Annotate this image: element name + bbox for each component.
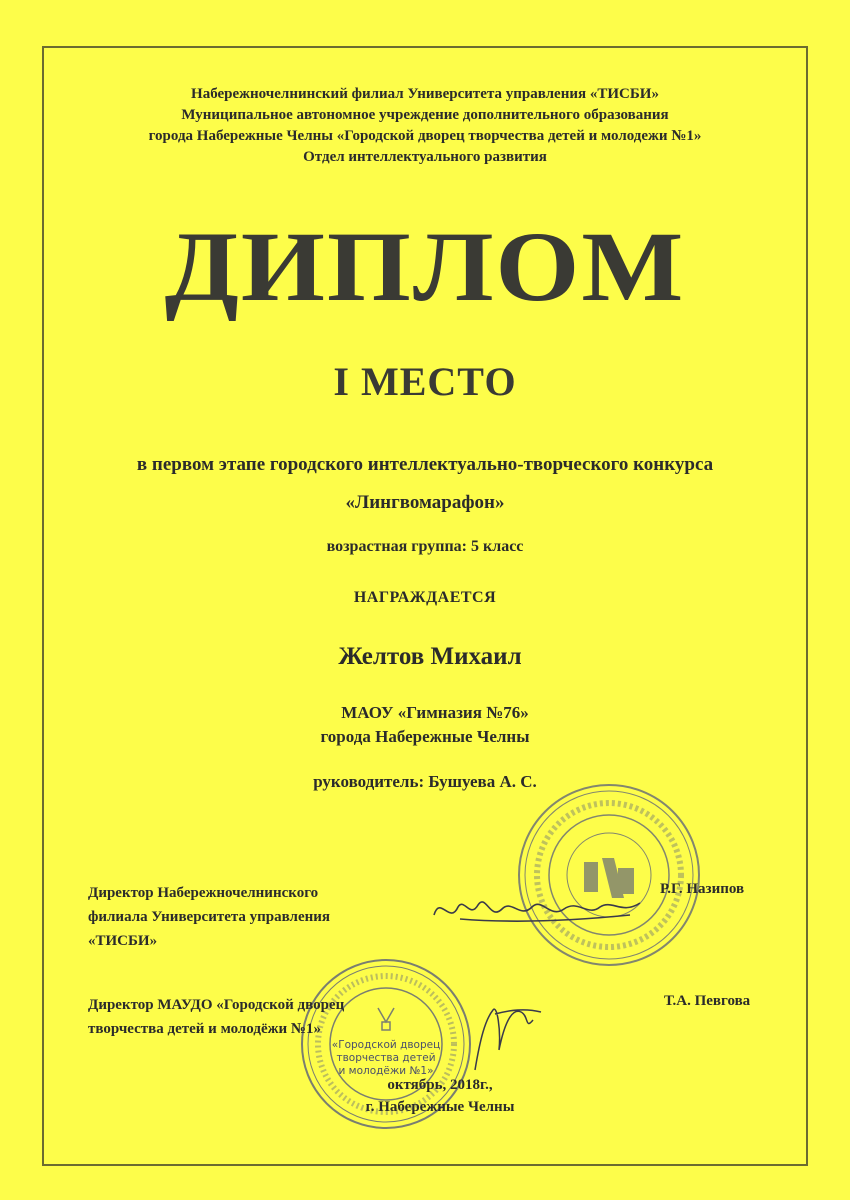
stamp2-text-line: творчества детей	[336, 1052, 436, 1064]
awarded-label: НАГРАЖДАЕТСЯ	[353, 589, 497, 606]
age-group: возрастная группа: 5 класс	[326, 538, 524, 555]
director1-name: Р.Г. Назипов	[660, 881, 745, 897]
director1-title-line: Директор Набережночелнинского	[88, 885, 319, 901]
supervisor: руководитель: Бушуева А. С.	[313, 772, 537, 791]
header-line: Муниципальное автономное учреждение дополнительного образования	[181, 107, 669, 123]
diploma-title: ДИПЛОМ	[164, 212, 686, 323]
contest-description	[0, 446, 850, 522]
tisbi-seal-stamp	[514, 780, 704, 970]
director2-title	[88, 993, 344, 1041]
contest-name: «Лингвомарафон»	[345, 492, 505, 513]
contest-line: в первом этапе городского интеллектуально-творческого конкурса	[136, 454, 714, 475]
director2-signature	[455, 990, 545, 1080]
school-name: МАОУ «Гимназия №76»	[341, 703, 529, 722]
school-info	[0, 701, 850, 749]
place-label: I МЕСТО	[333, 359, 517, 404]
school-city: города Набережные Челны	[320, 727, 530, 746]
recipient-name: Желтов Михаил	[338, 643, 522, 670]
director1-title-line: «ТИСБИ»	[88, 933, 158, 949]
header-line: города Набережные Челны «Городской дворец творчества детей и молодежи №1»	[148, 128, 702, 144]
director2-title-line: творчества детей и молодёжи №1»	[88, 1021, 321, 1037]
header-line: Отдел интеллектуального развития	[303, 149, 547, 165]
director1-signature	[430, 885, 650, 935]
issue-city: г. Набережные Челны	[365, 1099, 515, 1115]
stamp2-text-line: и молодёжи №1»	[338, 1065, 434, 1077]
director2-name: Т.А. Певгова	[664, 993, 751, 1009]
issue-date: октябрь, 2018г.,	[387, 1077, 493, 1093]
issue-date-place	[0, 1074, 850, 1118]
issuer-header	[0, 84, 850, 168]
director1-title-line: филиала Университета управления	[88, 909, 331, 925]
director1-title	[88, 881, 330, 953]
header-line: Набережночелнинский филиал Университета управления «ТИСБИ»	[191, 86, 659, 102]
stamp2-text-line: «Городской дворец	[331, 1039, 441, 1051]
director2-title-line: Директор МАУДО «Городской дворец	[88, 997, 345, 1013]
